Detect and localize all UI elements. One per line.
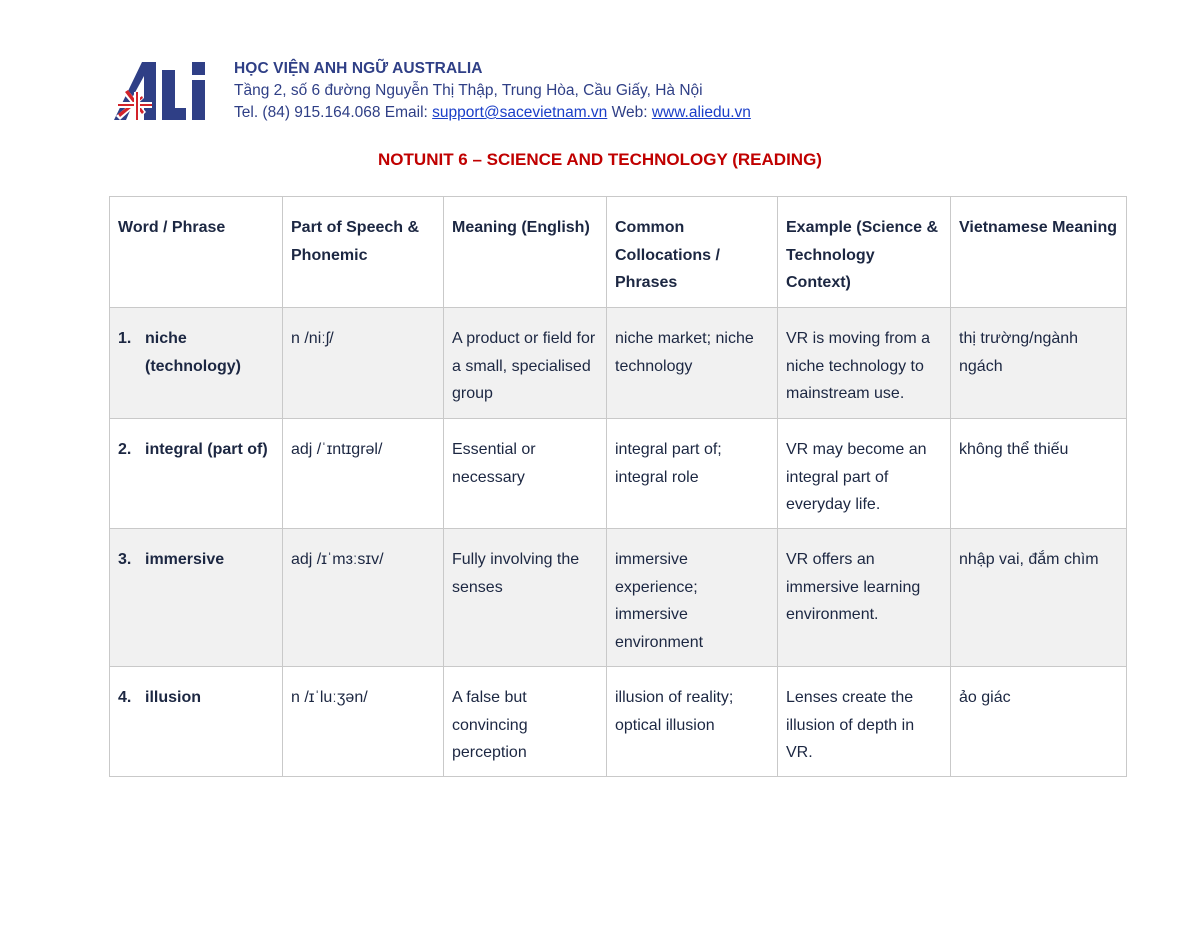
table-row: [110, 308, 1127, 419]
header-part-of-speech: Part of Speech & Phonemic: [283, 197, 444, 308]
word-text: immersive: [145, 551, 225, 568]
example-cell: VR is moving from a niche technology to mainstream use.: [778, 308, 951, 419]
row-number: 2.: [118, 441, 132, 458]
header-meaning-english: Meaning (English): [444, 197, 607, 308]
website-link[interactable]: www.aliedu.vn: [651, 104, 751, 121]
header-word-phrase: Word / Phrase: [110, 197, 283, 308]
organization-address: Tầng 2, số 6 đường Nguyễn Thị Thập, Trung Hòa, Cầu Giấy, Hà Nội: [234, 82, 703, 99]
table-row: [110, 667, 1127, 777]
row-number: 1.: [118, 330, 132, 347]
vietnamese-cell: ảo giác: [951, 667, 1127, 777]
pos-cell: adj /ˈɪntɪɡrəl/: [283, 419, 444, 529]
example-cell: Lenses create the illusion of depth in VR.: [778, 667, 951, 777]
meaning-cell: A false but convincing perception: [444, 667, 607, 777]
word-text: illusion: [145, 689, 201, 706]
vietnamese-cell: nhập vai, đắm chìm: [951, 529, 1127, 667]
row-number: 3.: [118, 551, 132, 568]
word-cell: [110, 667, 283, 777]
email-link[interactable]: support@sacevietnam.vn: [432, 104, 608, 121]
table-row: [110, 419, 1127, 529]
vietnamese-cell: thị trường/ngành ngách: [951, 308, 1127, 419]
example-cell: VR may become an integral part of everyday life.: [778, 419, 951, 529]
pos-cell: n /niːʃ/: [283, 308, 444, 419]
row-number: 4.: [118, 689, 132, 706]
pos-cell: adj /ɪˈmɜːsɪv/: [283, 529, 444, 667]
ali-logo: [112, 54, 216, 126]
organization-name: HỌC VIỆN ANH NGỮ AUSTRALIA: [234, 60, 483, 77]
header-vietnamese-meaning: Vietnamese Meaning: [951, 197, 1127, 308]
header-collocations: Common Collocations / Phrases: [607, 197, 778, 308]
tel-email-label: Tel. (84) 915.164.068 Email:: [234, 104, 433, 121]
collocations-cell: immersive experience; immersive environment: [607, 529, 778, 667]
word-text: integral (part of): [145, 441, 268, 458]
collocations-cell: illusion of reality; optical illusion: [607, 667, 778, 777]
page-title: NOTUNIT 6 – SCIENCE AND TECHNOLOGY (READING): [378, 150, 822, 169]
collocations-cell: integral part of; integral role: [607, 419, 778, 529]
meaning-cell: Fully involving the senses: [444, 529, 607, 667]
word-cell: [110, 419, 283, 529]
table-header-row: [110, 197, 1127, 308]
contact-line: [234, 102, 751, 124]
table-row: [110, 529, 1127, 667]
word-cell: [110, 308, 283, 419]
example-cell: VR offers an immersive learning environment.: [778, 529, 951, 667]
meaning-cell: A product or field for a small, specialised group: [444, 308, 607, 419]
letterhead: [112, 52, 1012, 132]
pos-cell: n /ɪˈluːʒən/: [283, 667, 444, 777]
vocabulary-table: [109, 196, 1127, 777]
web-label: Web:: [607, 104, 652, 121]
word-cell: [110, 529, 283, 667]
word-text: niche (technology): [145, 330, 241, 375]
meaning-cell: Essential or necessary: [444, 419, 607, 529]
header-example: Example (Science & Technology Context): [778, 197, 951, 308]
vietnamese-cell: không thể thiếu: [951, 419, 1127, 529]
organization-info: [234, 58, 751, 124]
collocations-cell: niche market; niche technology: [607, 308, 778, 419]
